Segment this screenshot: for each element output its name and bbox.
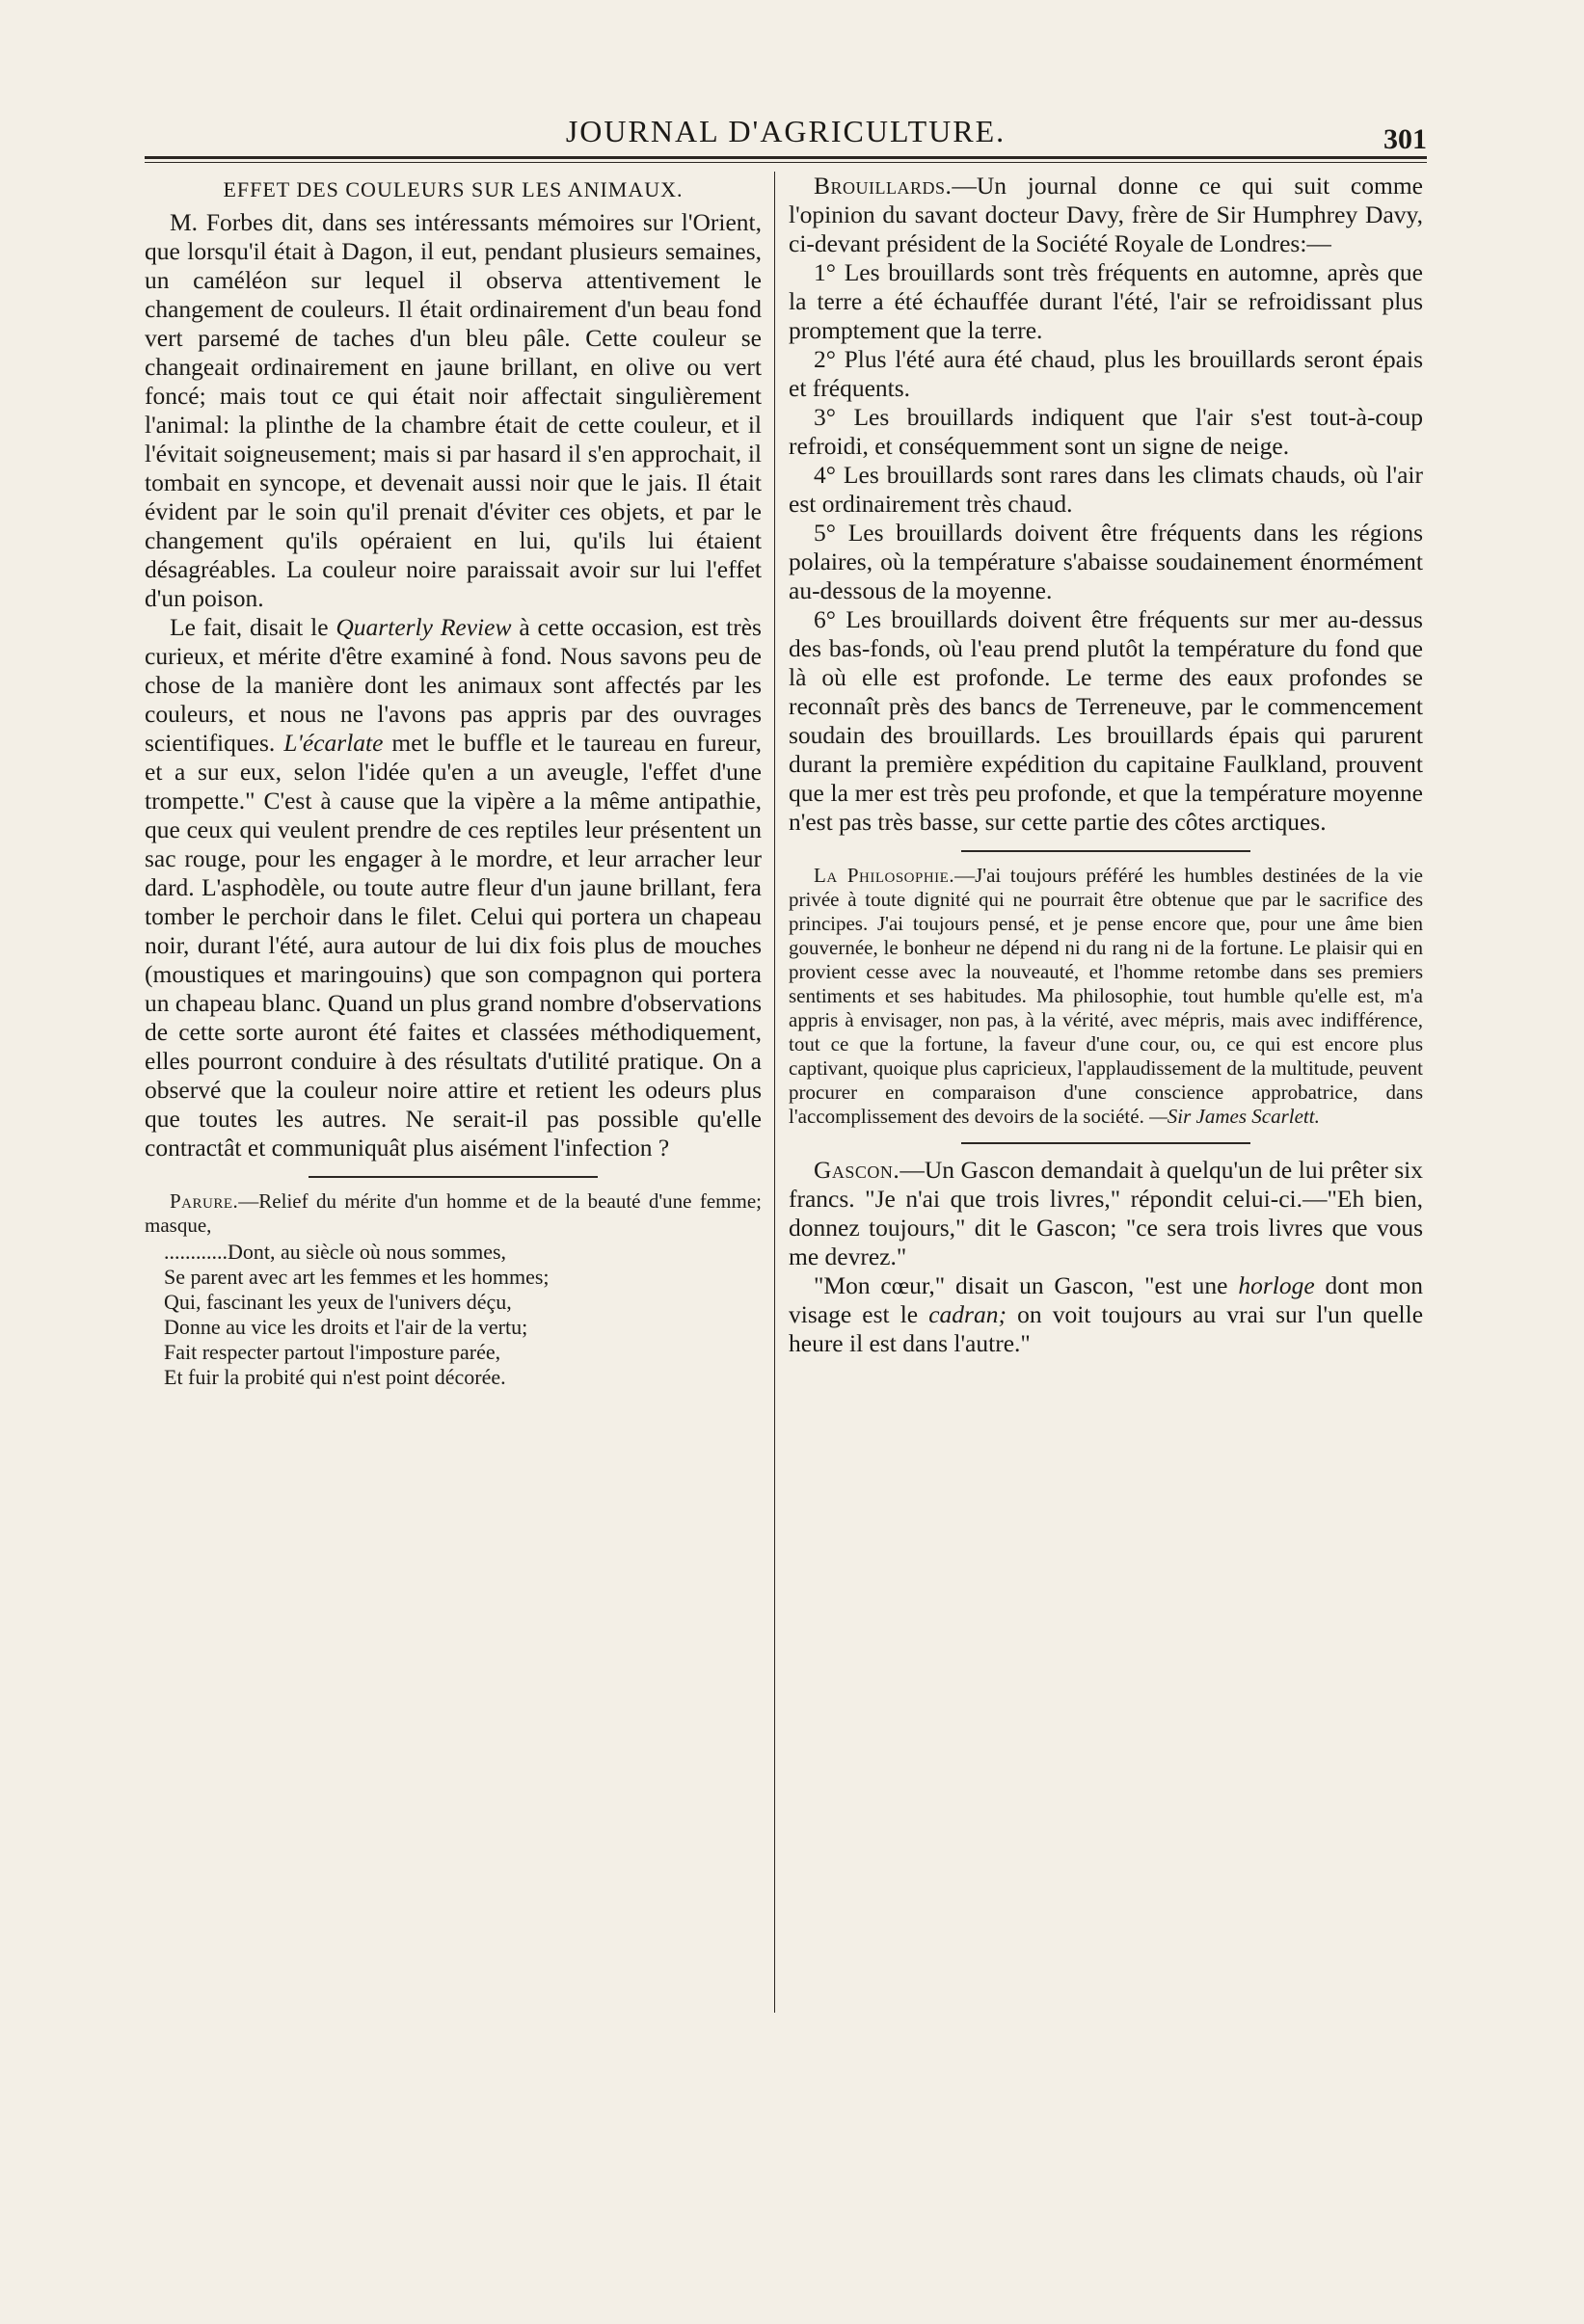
header-rule-thin [145, 162, 1427, 163]
page-number: 301 [1383, 123, 1427, 155]
verse-block [164, 1240, 762, 1390]
article-title-couleurs: EFFET DES COULEURS SUR LES ANIMAUX. [223, 177, 684, 201]
running-title: JOURNAL D'AGRICULTURE. [565, 114, 1007, 148]
paragraph-text: "Mon cœur," disait un Gascon, "est une [814, 1271, 1239, 1299]
header-rule [145, 156, 1427, 159]
verse-line: Qui, fascinant les yeux de l'univers déçu, [164, 1290, 512, 1314]
paragraph-text: —J'ai toujours préféré les humbles destinées de la vie privée à toute dignité qui ne pourrait être obtenue que par le sacrifice des principes. J'ai toujours pensé, et je pense encore que, pour une âme bien gouvernée, le bonheur ne dépend ni du rang ni de la fortune. Le plaisir qui en provient cesse avec la nouveauté, et l'homme retombe dans ses premiers sentiments et ses habitudes. Ma philosophie, tout humble qu'elle est, m'a appris à envisager, non pas, à la vérité, avec mépris, mais avec indifférence, tout ce que la fortune, la faveur d'une cour, ou, ce qui est encore plus captivant, quoique plus capricieux, l'applaudissement de la multitude, peuvent procurer en comparaison d'une conscience approbatrice, dans l'accomplissement des devoirs de la société. [789, 864, 1423, 1128]
article-title-brouillards: Brouillards. [814, 172, 953, 200]
paragraph-text: —Relief du mérite d'un homme et de la beauté d'une femme; masque, [145, 1189, 762, 1237]
article-paragraph [789, 1271, 1423, 1358]
paragraph-text: —Un journal donne ce qui suit comme l'opinion du savant docteur Davy, frère de Sir Humphrey Davy, ci-devant président de la Société Royale de Londres:— [789, 172, 1423, 257]
list-item: 2° Plus l'été aura été chaud, plus les brouillards seront épais et fréquents. [789, 345, 1423, 402]
article-paragraph [145, 208, 762, 613]
paragraph-text: à cette occasion, est très curieux, et mérite d'être examiné à fond. Nous savons peu de chose de la manière dont les animaux sont affectés par les couleurs, et nous ne l'avons pas appris par des ouvrages scientifiques. [145, 613, 762, 757]
list-item: 3° Les brouillards indiquent que l'air s'est tout-à-coup refroidi, et conséquemment sont un signe de neige. [789, 403, 1423, 460]
paragraph-text: met le buffle et le taureau en fureur, et a sur eux, selon l'idée qu'en a un aveugle, l'effet d'une trompette." C'est à cause que la vipère a la même antipathie, que ceux qui veulent prendre de ces reptiles leur présentent un sac rouge, pour les engager à le mordre, et leur arracher leur dard. L'asphodèle, ou toute autre fleur d'un jaune brillant, fera tomber le perchoir dans le filet. Celui qui portera un chapeau noir, durant l'été, aura autour de lui dix fois plus de mouches (moustiques et maringouins) que son compagnon qui portera un chapeau blanc. Quand un plus grand nombre d'observations de cette sorte auront été faites et classées méthodiquement, elles pourront conduire à des résultats d'utilité pratique. On a observé que la couleur noire attire et retient les odeurs plus que toutes les autres. Ne serait-il pas possible qu'elle contractât et communiquât plus aisément l'infection ? [145, 729, 762, 1162]
journal-name: Quarterly Review [336, 613, 512, 641]
verse-line: ............Dont, au siècle où nous sommes, [164, 1240, 507, 1264]
paragraph-text: on voit toujours au vrai sur l'un quelle heure il est dans l'autre." [789, 1300, 1424, 1357]
paragraph-text: dont mon visage est le [789, 1271, 1423, 1328]
italic-word: L'écarlate [283, 729, 384, 757]
list-item: 6° Les brouillards doivent être fréquents sur mer au-dessus des bas-fonds, où l'eau prend plutôt la température du fond que là où elle est profonde. Le terme des eaux profondes se reconnaît près des bancs de Terreneuve, par le commencement soudain des brouillards. Les brouillards épais qui parurent durant la première expédition du capitaine Faulkland, prouvent que la mer est très peu profonde, et que la température moyenne n'est pas très basse, sur cette partie des côtes arctiques. [789, 605, 1423, 836]
verse-line: Fait respecter partout l'imposture parée, [164, 1340, 501, 1364]
verse-line: Donne au vice les droits et l'air de la vertu; [164, 1315, 528, 1339]
article-parure [145, 1189, 762, 1238]
left-column [145, 172, 762, 1390]
verse-line: Se parent avec art les femmes et les hommes; [164, 1265, 550, 1289]
italic-word: cadran; [928, 1300, 1007, 1328]
separator-rule [961, 1142, 1250, 1144]
article-title-philosophie: La Philosophie. [814, 864, 955, 887]
separator-rule [309, 1176, 598, 1178]
signature: —Sir James Scarlett. [1149, 1105, 1320, 1128]
list-item: 1° Les brouillards sont très fréquents en automne, après que la terre a été échauffée durant l'été, l'air se refroidissant plus promptement que la terre. [789, 258, 1423, 344]
article-philosophie [789, 864, 1423, 1129]
paragraph-text: —Un Gascon demandait à quelqu'un de lui prêter six francs. "Je n'ai que trois livres," répondit celui-ci.—"Eh bien, donnez toujours," dit le Gascon; "ce sera trois livres que vous me devrez." [789, 1156, 1423, 1270]
article-paragraph [145, 613, 762, 1162]
paragraph-text: M. Forbes dit, dans ses intéressants mémoires sur l'Orient, que lorsqu'il était à Dagon, il eut, pendant plusieurs semaines, un caméléon sur lequel il observa attentivement le changement de couleurs. Il était ordinairement d'un beau fond vert parsemé de taches d'un bleu pâle. Cette couleur se changeait ordinairement en jaune brillant, en olive ou vert foncé; mais tout ce qui était noir affectait singulièrement l'animal: la plinthe de la chambre était de cette couleur, et il l'évitait soigneusement; mais si par hasard il s'en approchait, il tombait en syncope, et devenait aussi noir que le jais. Il était évident par le soin qu'il prenait d'éviter ces objets, et par le changement qu'ils opéraient en lui, qu'ils lui étaient désagréables. La couleur noire paraissait avoir sur lui l'effet d'un poison. [145, 208, 762, 612]
italic-word: horloge [1238, 1271, 1315, 1299]
article-gascon [789, 1156, 1423, 1271]
column-divider [774, 172, 775, 2013]
separator-rule [961, 850, 1250, 852]
article-title-gascon: Gascon. [814, 1156, 900, 1184]
article-title-parure: Parure. [170, 1189, 239, 1213]
list-item: 5° Les brouillards doivent être fréquents dans les régions polaires, où la température s'abaisse soudainement énormément au-dessous de la moyenne. [789, 519, 1423, 604]
verse-line: Et fuir la probité qui n'est point décorée. [164, 1365, 506, 1389]
article-brouillards [789, 172, 1423, 258]
paragraph-text: Le fait, disait le [170, 613, 336, 641]
list-item: 4° Les brouillards sont rares dans les climats chauds, où l'air est ordinairement très chaud. [789, 461, 1423, 518]
right-column [789, 172, 1423, 1358]
